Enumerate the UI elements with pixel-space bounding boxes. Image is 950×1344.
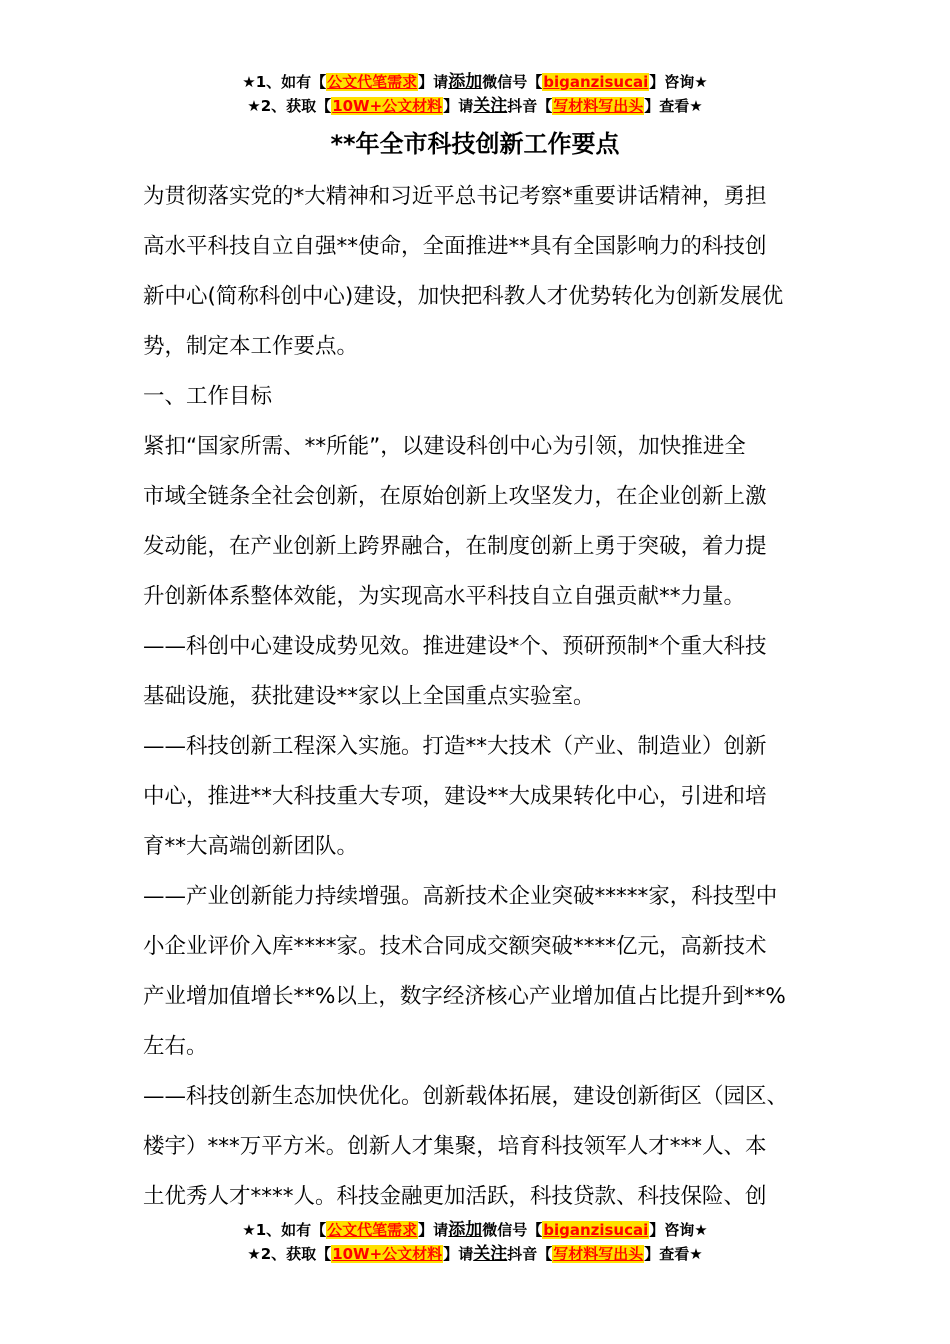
promo-emphasis: 添加 [448, 72, 483, 92]
promo-text: ★1、如有【 [242, 1221, 327, 1239]
body-line: 升创新体系整体效能，为实现高水平科技自立自强贡献**力量。 [143, 584, 746, 609]
promo-text: 】查看★ [644, 1245, 703, 1263]
body-line: 基础设施，获批建设**家以上全国重点实验室。 [143, 684, 595, 709]
promo-text: 】咨询★ [649, 1221, 708, 1239]
body-line: 紧扣“国家所需、**所能”，以建设科创中心为引领，加快推进全 [143, 434, 746, 459]
body-line: 中心，推进**大科技重大专项，建设**大成果转化中心，引进和培 [143, 784, 767, 809]
promo-text: 】查看★ [644, 97, 703, 115]
section-heading: 一、工作目标 [143, 384, 273, 409]
promo-text: 】请 [418, 1221, 449, 1239]
promo-line-1 [0, 1218, 950, 1242]
body-line: 市域全链条全社会创新，在原始创新上攻坚发力，在企业创新上激 [143, 484, 767, 509]
body-line: ——科创中心建设成势见效。推进建设*个、预研预制*个重大科技 [143, 634, 767, 659]
body-line: 发动能，在产业创新上跨界融合，在制度创新上勇于突破，着力提 [143, 534, 767, 559]
promo-douyin-id: 写材料写出头 [553, 97, 644, 115]
body-line: 势，制定本工作要点。 [143, 334, 359, 359]
promo-banner-top [0, 70, 950, 118]
promo-douyin-id: 写材料写出头 [553, 1245, 644, 1263]
promo-emphasis: 关注 [473, 1244, 508, 1264]
promo-text: 抖音【 [507, 97, 553, 115]
promo-line-2 [0, 94, 950, 118]
promo-text: 抖音【 [507, 1245, 553, 1263]
body-line: 小企业评价入库****家。技术合同成交额突破****亿元，高新技术 [143, 934, 767, 959]
promo-text: ★2、获取【 [247, 1245, 332, 1263]
promo-wechat-id: biganzisucai [543, 73, 649, 91]
promo-line-2 [0, 1242, 950, 1266]
body-line: 土优秀人才****人。科技金融更加活跃，科技贷款、科技保险、创 [143, 1184, 767, 1209]
promo-text: 】请 [418, 73, 449, 91]
body-line: ——产业创新能力持续增强。高新技术企业突破*****家，科技型中 [143, 884, 778, 909]
promo-banner-bottom [0, 1218, 950, 1266]
body-line: ——科技创新生态加快优化。创新载体拓展，建设创新街区（园区、 [143, 1084, 789, 1109]
body-line: 产业增加值增长**%以上，数字经济核心产业增加值占比提升到**% [143, 984, 786, 1009]
body-line: 楼宇）***万平方米。创新人才集聚，培育科技领军人才***人、本 [143, 1134, 767, 1159]
document-title: **年全市科技创新工作要点 [330, 130, 620, 158]
body-line: 新中心(简称科创中心)建设，加快把科教人才优势转化为创新发展优 [143, 284, 784, 309]
promo-text: 微信号【 [482, 1221, 543, 1239]
promo-text: 微信号【 [482, 73, 543, 91]
promo-highlight: 10W+公文材料 [332, 97, 443, 115]
promo-highlight: 10W+公文材料 [332, 1245, 443, 1263]
document-body [143, 172, 819, 1222]
body-line: ——科技创新工程深入实施。打造**大技术（产业、制造业）创新 [143, 734, 767, 759]
promo-emphasis: 添加 [448, 1220, 483, 1240]
promo-text: 】请 [443, 97, 474, 115]
promo-text: 】请 [443, 1245, 474, 1263]
promo-highlight: 公文代笔需求 [327, 73, 418, 91]
promo-text: ★2、获取【 [247, 97, 332, 115]
promo-line-1 [0, 70, 950, 94]
promo-text: ★1、如有【 [242, 73, 327, 91]
promo-emphasis: 关注 [473, 96, 508, 116]
body-line: 左右。 [143, 1034, 208, 1059]
body-line: 育**大高端创新团队。 [143, 834, 359, 859]
body-line: 高水平科技自立自强**使命，全面推进**具有全国影响力的科技创 [143, 234, 767, 259]
promo-text: 】咨询★ [649, 73, 708, 91]
promo-wechat-id: biganzisucai [543, 1221, 649, 1239]
promo-highlight: 公文代笔需求 [327, 1221, 418, 1239]
body-line: 为贯彻落实党的*大精神和习近平总书记考察*重要讲话精神，勇担 [143, 184, 767, 209]
